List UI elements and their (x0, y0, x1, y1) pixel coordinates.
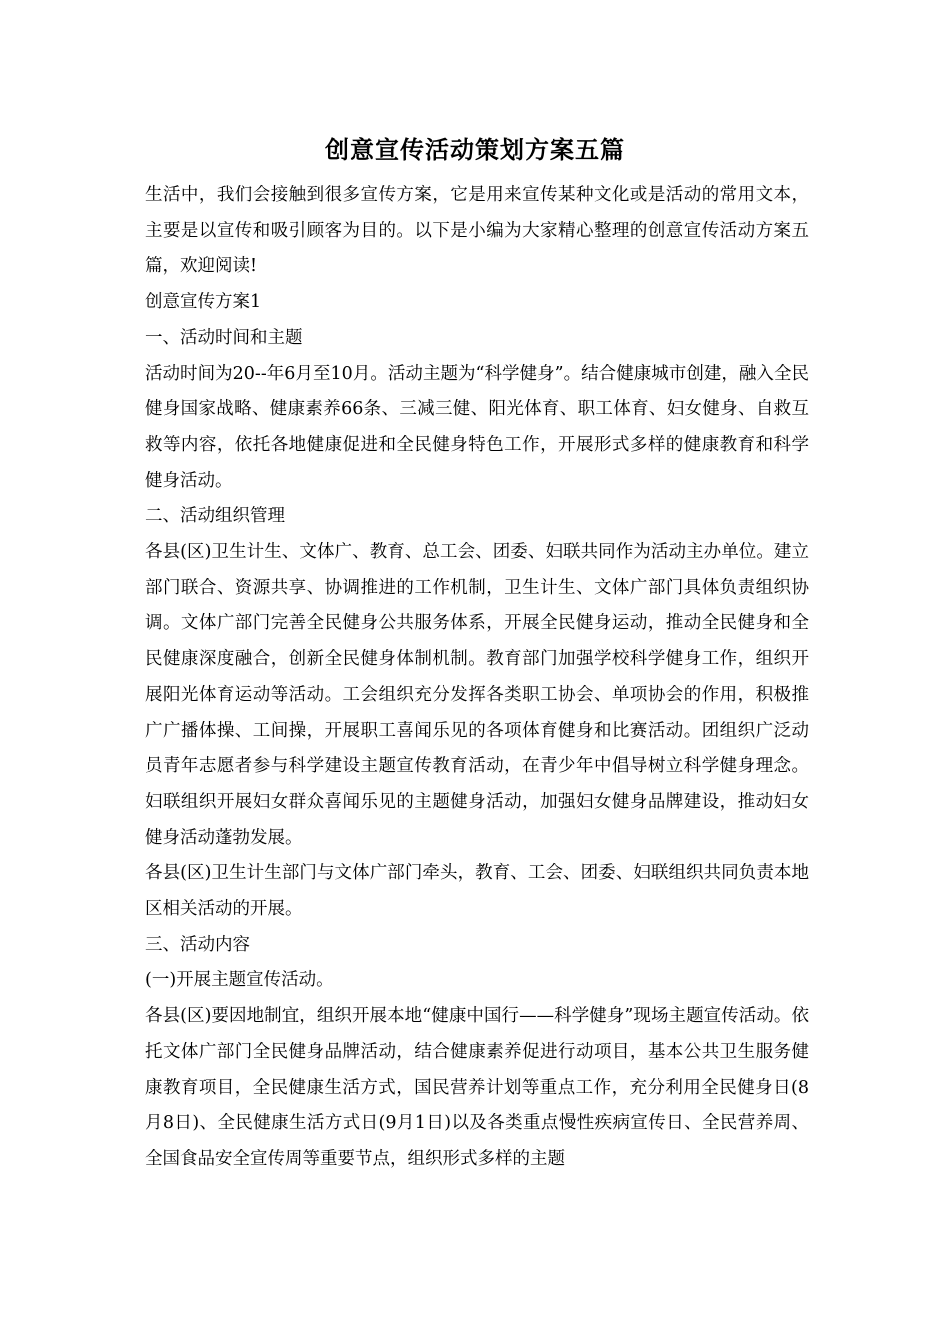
paragraph-responsibility: 各县(区)卫生计生部门与文体广部门牵头，教育、工会、团委、妇联组织共同负责本地区相关活动的开展。 (145, 863, 809, 920)
section-heading-organization: 二、活动组织管理 (145, 506, 285, 527)
paragraph-time-theme: 活动时间为20--年6月至10月。活动主题为“科学健身”。结合健康城市创建，融入全民健身国家战略、健康素养66条、三减三健、阳光体育、职工体育、妇女健身、自救互救等内容，依托各地健康促进和全民健身特色工作，开展形式多样的健康教育和科学健身活动。 (145, 363, 809, 491)
document-body (145, 178, 809, 1178)
section-heading-content: 三、活动内容 (145, 934, 250, 955)
subsection-heading-publicity: (一)开展主题宣传活动。 (145, 970, 334, 991)
paragraph-organization: 各县(区)卫生计生、文体广、教育、总工会、团委、妇联共同作为活动主办单位。建立部门联合、资源共享、协调推进的工作机制，卫生计生、文体广部门具体负责组织协调。文体广部门完善全民健身公共服务体系，开展全民健身运动，推动全民健身和全民健康深度融合，创新全民健身体制机制。教育部门加强学校科学健身工作，组织开展阳光体育运动等活动。工会组织充分发挥各类职工协会、单项协会的作用，积极推广广播体操、工间操，开展职工喜闻乐见的各项体育健身和比赛活动。团组织广泛动员青年志愿者参与科学建设主题宣传教育活动，在青少年中倡导树立科学健身理念。妇联组织开展妇女群众喜闻乐见的主题健身活动，加强妇女健身品牌建设，推动妇女健身活动蓬勃发展。 (145, 542, 809, 848)
paragraph-publicity: 各县(区)要因地制宜，组织开展本地“健康中国行——科学健身”现场主题宣传活动。依托文体广部门全民健身品牌活动，结合健康素养促进行动项目，基本公共卫生服务健康教育项目，全民健康生活方式，国民营养计划等重点工作，充分利用全民健身日(8月8日)、全民健康生活方式日(9月1日)以及各类重点慢性疾病宣传日、全民营养周、全国食品安全宣传周等重要节点，组织形式多样的主题 (145, 1006, 809, 1169)
document-title: 创意宣传活动策划方案五篇 (325, 135, 625, 164)
section-heading-time-theme: 一、活动时间和主题 (145, 327, 303, 348)
section-heading-plan-1: 创意宣传方案1 (145, 292, 262, 313)
intro-paragraph: 生活中，我们会接触到很多宣传方案，它是用来宣传某种文化或是活动的常用文本，主要是以宣传和吸引顾客为目的。以下是小编为大家精心整理的创意宣传活动方案五篇，欢迎阅读! (145, 185, 809, 277)
